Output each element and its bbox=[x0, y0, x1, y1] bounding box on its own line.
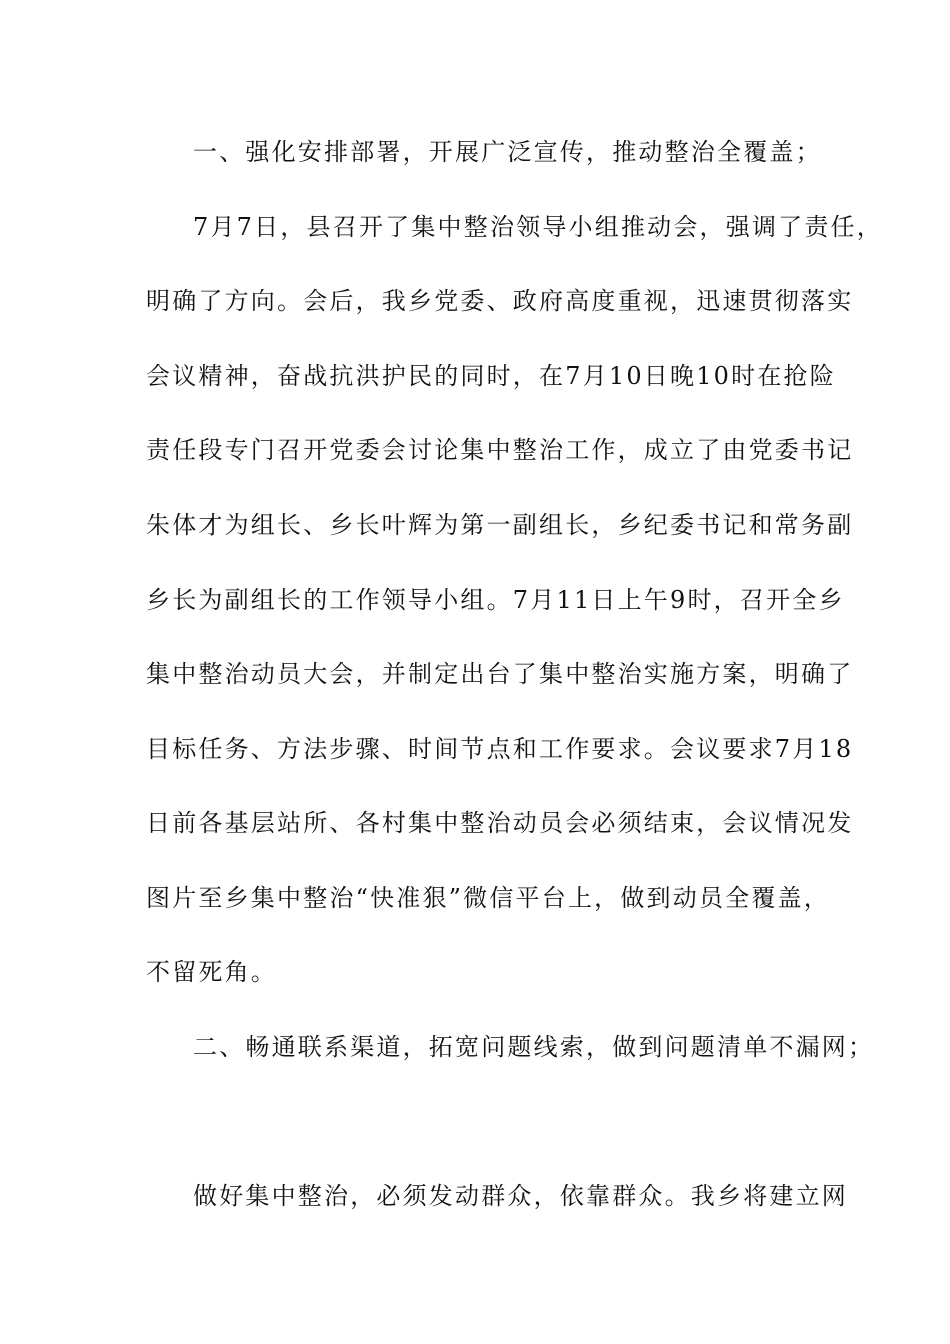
paragraph-line: 做好集中整治，必须发动群众，依靠群众。我乡将建立网 bbox=[193, 1182, 848, 1210]
paragraph-line: 日前各基层站所、各村集中整治动员会必须结束，会议情况发 bbox=[146, 809, 854, 837]
paragraph-line: 会议精神，奋战抗洪护民的同时，在7月10日晚10时在抢险 bbox=[146, 362, 836, 390]
paragraph-line: 集中整治动员大会，并制定出台了集中整治实施方案，明确了 bbox=[146, 660, 854, 688]
paragraph-line: 图片至乡集中整治“快准狠”微信平台上，做到动员全覆盖， bbox=[146, 884, 830, 912]
paragraph-line: 明确了方向。会后，我乡党委、政府高度重视，迅速贯彻落实 bbox=[146, 287, 854, 315]
paragraph-line: 7月7日，县召开了集中整治领导小组推动会，强调了责任， bbox=[193, 213, 883, 241]
paragraph-line: 责任段专门召开党委会讨论集中整治工作，成立了由党委书记 bbox=[146, 436, 854, 464]
paragraph-line: 不留死角。 bbox=[146, 958, 277, 986]
paragraph-line: 乡长为副组长的工作领导小组。7月11日上午9时，召开全乡 bbox=[146, 586, 845, 614]
paragraph-line: 朱体才为组长、乡长叶辉为第一副组长，乡纪委书记和常务副 bbox=[146, 511, 854, 539]
heading-2: 二、畅通联系渠道，拓宽问题线索，做到问题清单不漏网； bbox=[193, 1033, 875, 1061]
paragraph-line: 目标任务、方法步骤、时间节点和工作要求。会议要求7月18 bbox=[146, 735, 854, 763]
heading-1: 一、强化安排部署，开展广泛宣传，推动整治全覆盖； bbox=[193, 138, 822, 166]
